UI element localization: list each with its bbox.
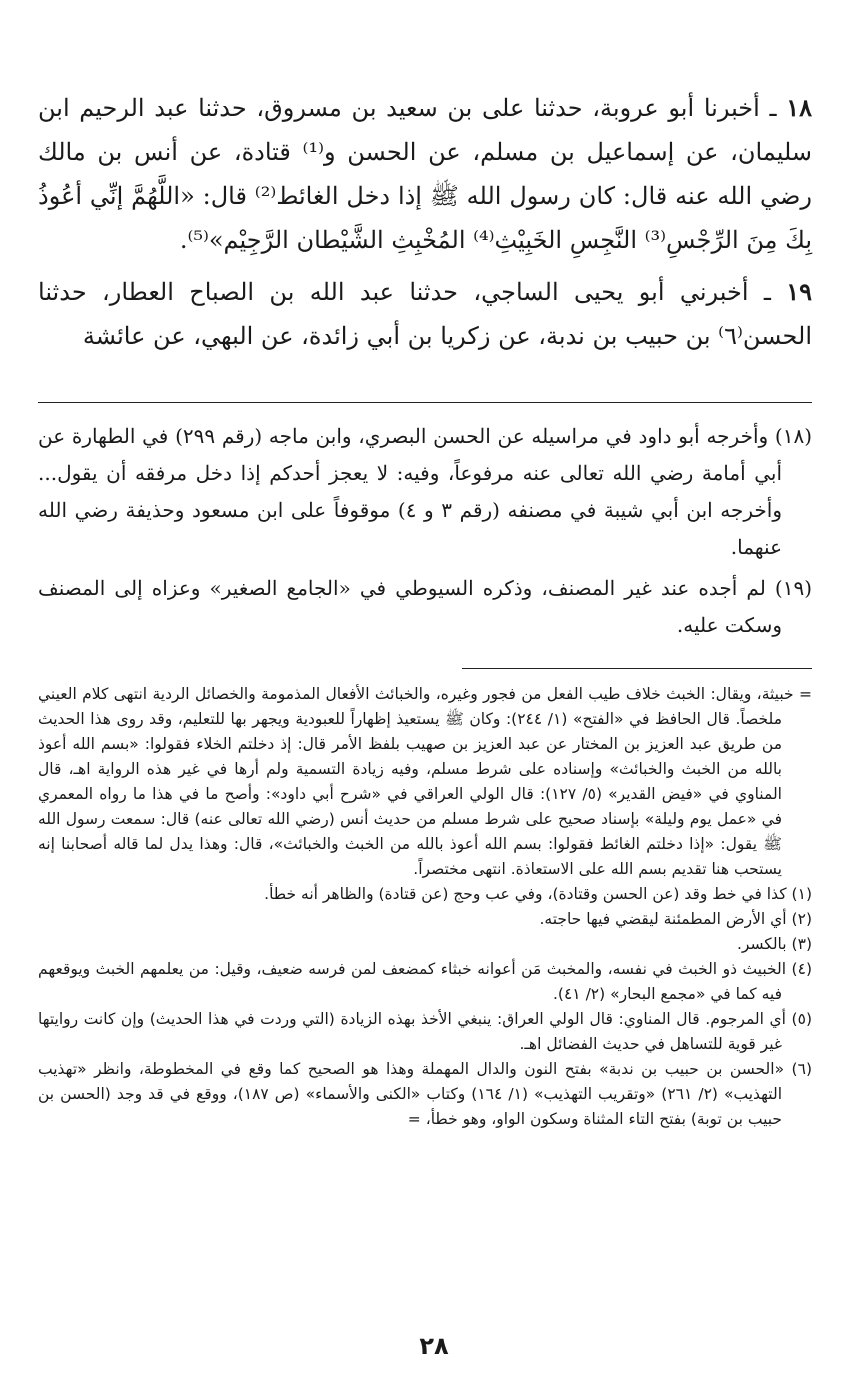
footnote-1 — [38, 882, 812, 907]
footnote-label: (٢) — [791, 910, 812, 928]
editor-notes — [38, 418, 812, 644]
hadith-number: ١٨ — [786, 93, 812, 122]
main-text — [38, 86, 812, 358]
footnote-5 — [38, 1007, 812, 1057]
footnote-label: (٥) — [791, 1010, 812, 1028]
footnote-label: (٤) — [791, 960, 812, 978]
note-19 — [38, 570, 812, 644]
note-text: لم أجده عند غير المصنف، وذكره السيوطي في «الجامع الصغير» وعزاه إلى المصنف وسكت عليه. — [38, 576, 782, 637]
hadith-text: ـ أخبرني أبو يحيى الساجي، حدثنا عبد الله بن الصباح العطار، حدثنا الحسن⁽٦⁾ بن حبيب بن ندبة، عن زكريا بن أبي زائدة، عن البهي، عن عائشة — [38, 278, 812, 350]
note-label: (١٨) — [774, 424, 812, 448]
footnote-text: «الحسن بن حبيب بن ندبة» بفتح النون والدال المهملة وهذا هو الصحيح كما وقع في المخطوطة، وانظر «تهذيب التهذيب» (٢/ ٢٦١) «وتقريب التهذيب» (١/ ١٦٤) وكتاب «الكنى والأسماء» (ص ١٨٧)، ووقع في قد وجد (الحسن بن حبيب بن توبة) بفتح التاء المثناة وسكون الواو، وهو خطأ، = — [38, 1060, 785, 1128]
footnote-label: (١) — [791, 885, 812, 903]
footnote-text: الخبيث ذو الخبث في نفسه، والمخبث مَن أعوانه خبثاء كمضعف لمن فرسه ضعيف، وقيل: من يعلمهم الخبث ويوقعهم فيه كما في «مجمع البحار» (٢/ ٤١). — [38, 960, 787, 1003]
footnote-label: = — [799, 685, 813, 703]
footnote-label: (٣) — [791, 935, 812, 953]
footnote-text: أي المرجوم. قال المناوي: قال الولي العراق: ينبغي الأخذ بهذه الزيادة (التي وردت في هذا الحديث) وإن كانت روايتها غير قوية للتساهل في حديث الفضائل اهـ. — [38, 1010, 786, 1053]
footnote-label: (٦) — [791, 1060, 812, 1078]
footnote-text: خبيثة، ويقال: الخبث خلاف طيب الفعل من فجور وغيره، والخبائث الأفعال المذمومة والخصائل الردية انتهى كلام العيني ملخصاً. قال الحافظ في «الفتح» (١/ ٢٤٤): وكان ﷺ يستعيذ إظهاراً للعبودية ويجهر بها للتعليم، وقد روى هذا الحديث من طريق عبد العزيز بن المختار عن عبد العزيز بن صهيب بلفظ الأمر قال: إذ دخلتم الخلاء فقولوا: «بسم الله أعوذ بالله من الخبث والخبائث» وإسناده على شرط مسلم، وفيه زيادة التسمية ولم أرها في غير هذه الرواية اهـ، قال المناوي في «فيض القدير» (٥/ ١٢٧): قال الولي العراقي في «شرح أبي داود»: وأصح ما في هذا ما رواه المعمري في «عمل يوم وليلة» بإسناد صحيح على شرط مسلم من حديث أنس (رضي الله تعالى عنه) قال: سمعت رسول الله ﷺ يقول: «إذا دخلتم الغائط فقولوا: بسم الله أعوذ بالله من الخبث والخبائث»، قال: وهذا يدل لما قاله أصحابنا إنه يستحب هنا تقديم بسم الله على الاستعاذة. انتهى مختصراً. — [38, 685, 794, 878]
page-number: ٢٨ — [419, 1332, 449, 1360]
hadith-18 — [38, 86, 812, 262]
footnote-3 — [38, 932, 812, 957]
footnotes — [38, 682, 812, 1132]
note-18 — [38, 418, 812, 566]
main-divider — [38, 402, 812, 403]
note-label: (١٩) — [774, 576, 813, 600]
footnote-divider — [462, 668, 812, 669]
footnote-6 — [38, 1057, 812, 1132]
hadith-text: ـ أخبرنا أبو عروبة، حدثنا على بن سعيد بن مسروق، حدثنا عبد الرحيم ابن سليمان، عن إسماعيل بن مسلم، عن الحسن و⁽¹⁾ قتادة، عن أنس بن مالك رضي الله عنه قال: كان رسول الله ﷺ إذا دخل الغائط⁽²⁾ قال: «اللَّهُمَّ إنِّي أعُوذُ بِكَ مِنَ الرِّجْسِ⁽³⁾ النَّجِسِ الخَبِيْثِ⁽⁴⁾ المُخْبِثِ الشَّيْطان الرَّجِيْم»⁽⁵⁾. — [38, 94, 813, 254]
note-text: وأخرجه أبو داود في مراسيله عن الحسن البصري، وابن ماجه (رقم ٢٩٩) في الطهارة عن أبي أمامة رضي الله تعالى عنه مرفوعاً، وفيه: لا يعجز أحدكم إذا دخل مرفقه أن يقول... وأخرجه ابن أبي شيبة في مصنفه (رقم ٣ و ٤) موقوفاً على ابن مسعود وحذيفة رضي الله عنهما. — [38, 424, 783, 559]
footnote-text: أي الأرض المطمئنة ليقضي فيها حاجته. — [539, 910, 787, 928]
footnote-4 — [38, 957, 812, 1007]
footnote-text: كذا في خط وقد (عن الحسن وقتادة)، وفي عب وحج (عن قتادة) والظاهر أنه خطأ. — [264, 885, 787, 903]
footnote-continuation — [38, 682, 812, 882]
hadith-19 — [38, 270, 812, 358]
footnote-2 — [38, 907, 812, 932]
hadith-number: ١٩ — [786, 277, 812, 306]
footnote-text: بالكسر. — [736, 935, 787, 953]
